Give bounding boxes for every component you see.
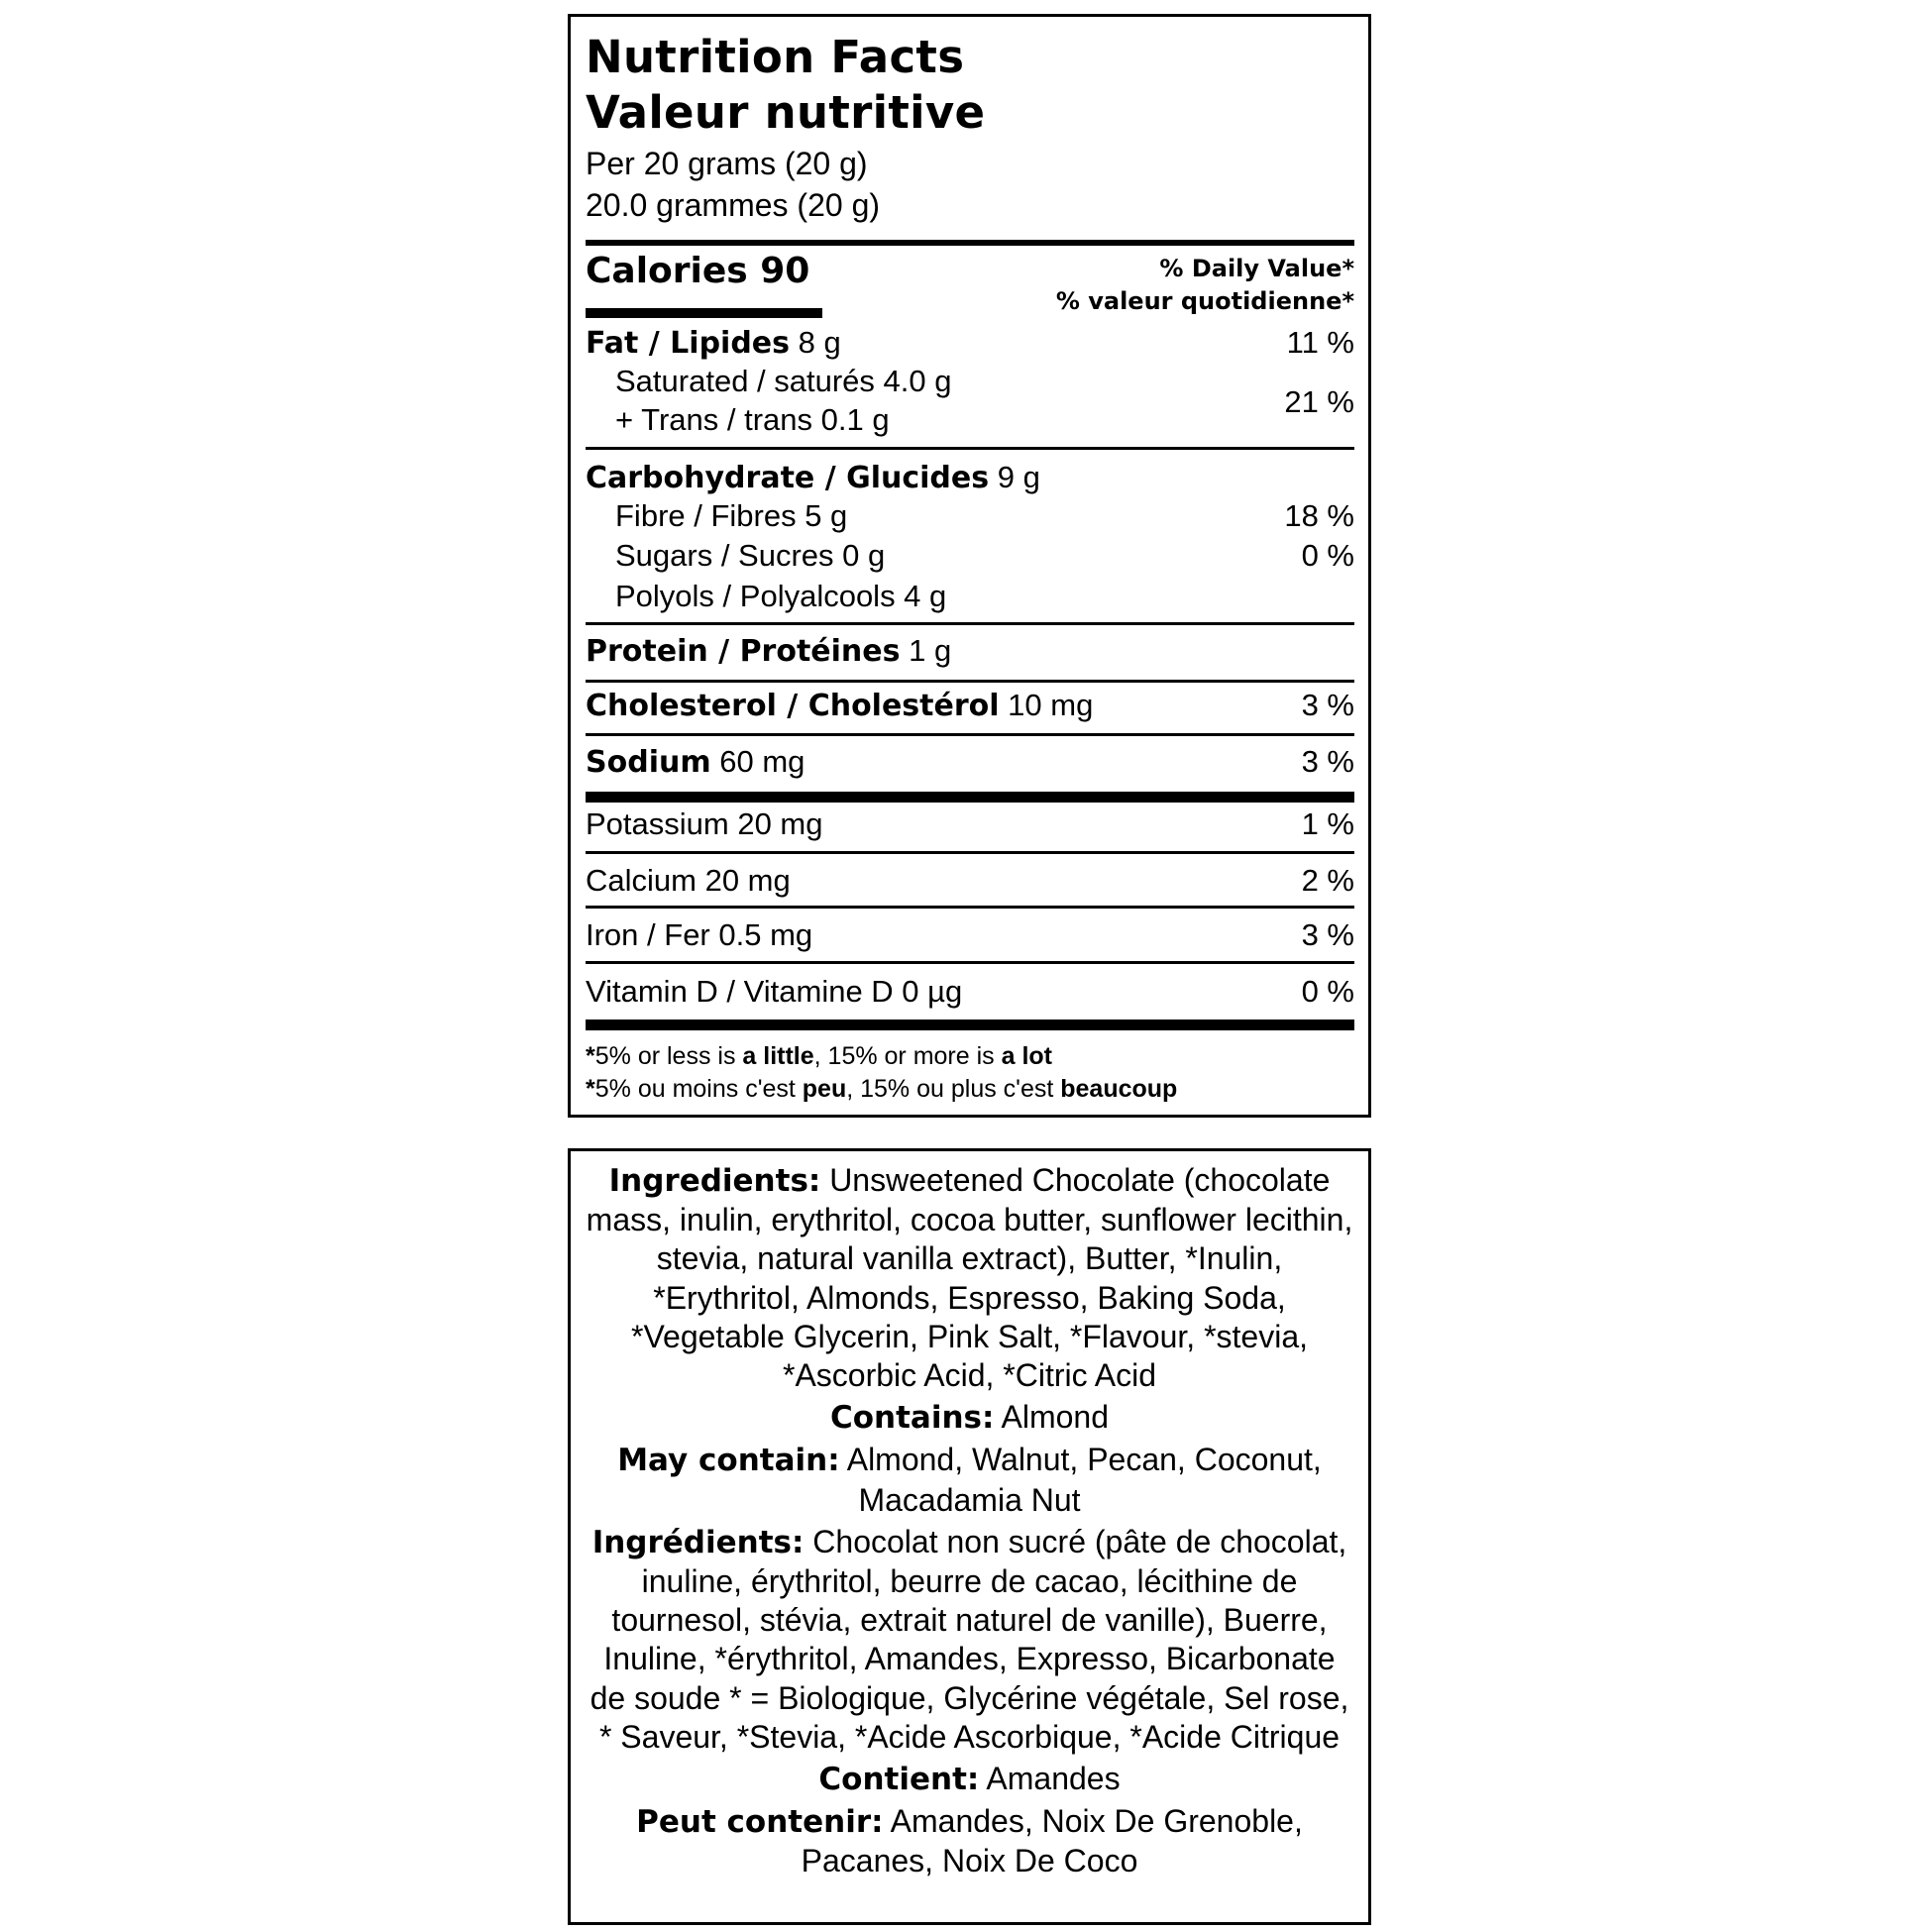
potassium-label: Potassium 20 mg: [586, 806, 823, 841]
cholesterol-amount: 10 mg: [1008, 688, 1094, 722]
iron-dv: 3 %: [1301, 917, 1354, 952]
calcium-dv: 2 %: [1301, 863, 1354, 898]
polyols-label: Polyols / Polyalcools 4 g: [615, 579, 947, 613]
footnote-en: *5% or less is a little, 15% or more is a lot: [586, 1042, 1053, 1070]
cholesterol-label: Cholesterol / Cholestérol: [586, 689, 1000, 723]
saturated-label: Saturated / saturés 4.0 g: [615, 364, 952, 398]
daily-value-header-fr: % valeur quotidienne*: [1055, 287, 1354, 315]
title-fr: Valeur nutritive: [586, 86, 986, 139]
potassium-dv: 1 %: [1301, 806, 1354, 841]
trans-label: + Trans / trans 0.1 g: [615, 402, 890, 437]
fat-amount: 8 g: [798, 325, 841, 360]
fibre-dv: 18 %: [1284, 498, 1354, 533]
sugars-dv: 0 %: [1301, 538, 1354, 573]
nutrition-facts-panel: [568, 14, 1371, 1118]
saturated-trans-dv: 21 %: [1284, 384, 1354, 419]
sodium-amount: 60 mg: [719, 744, 805, 779]
potassium-row: [586, 806, 1354, 842]
divider: [586, 906, 1354, 909]
divider: [586, 851, 1354, 854]
divider: [586, 733, 1354, 736]
sodium-row: [586, 744, 1354, 780]
iron-label: Iron / Fer 0.5 mg: [586, 917, 813, 952]
contains-en: Contains: Almond: [829, 1399, 1110, 1437]
daily-value-header-en: % Daily Value*: [1159, 255, 1354, 282]
may-contain-fr: Peut contenir: Amandes, Noix De Grenoble, Pacanes, Noix De Coco: [636, 1803, 1303, 1879]
protein-amount: 1 g: [909, 633, 952, 668]
protein-label: Protein / Protéines: [586, 634, 901, 669]
vitamin-d-row: [586, 974, 1354, 1010]
cholesterol-dv: 3 %: [1301, 688, 1354, 722]
divider: [586, 961, 1354, 964]
protein-row: [586, 633, 1354, 669]
divider: [586, 447, 1354, 450]
calcium-row: [586, 863, 1354, 899]
calories-underline: [586, 308, 822, 318]
sugars-row: [615, 538, 1354, 574]
saturated-row: [615, 364, 1354, 399]
divider: [586, 622, 1354, 625]
fat-row: [586, 325, 1354, 361]
serving-size-fr: 20.0 grammes (20 g): [586, 187, 881, 223]
thick-divider: [586, 792, 1354, 803]
fibre-label: Fibre / Fibres 5 g: [615, 498, 848, 533]
contains-fr: Contient: Amandes: [818, 1761, 1121, 1798]
vitamin-d-label: Vitamin D / Vitamine D 0 µg: [586, 974, 963, 1009]
footnote-fr: *5% ou moins c'est peu, 15% ou plus c'est beaucoup: [586, 1075, 1178, 1103]
sugars-label: Sugars / Sucres 0 g: [615, 538, 886, 573]
ingredients-fr: Ingrédients: Chocolat non sucré (pâte de chocolat, inuline, érythritol, beurre de cacao, lécithine de tournesol, stévia, extrait naturel de vanille), Buerre, Inuline, *érythritol, Amandes, Expresso, Bicarbonate de soude * = Biologique, Glycérine végétale, Sel rose, * Saveur, *Stevia, *Acide Ascorbique, *Acide Citrique: [590, 1523, 1349, 1755]
iron-row: [586, 917, 1354, 953]
ingredients-text: [583, 1161, 1356, 1884]
vitamin-d-dv: 0 %: [1301, 974, 1354, 1009]
may-contain-en: May contain: Almond, Walnut, Pecan, Coconut, Macadamia Nut: [617, 1442, 1322, 1518]
ingredients-panel: [568, 1148, 1371, 1925]
title-en: Nutrition Facts: [586, 31, 965, 83]
carbohydrate-row: [586, 460, 1354, 495]
sodium-dv: 3 %: [1301, 744, 1354, 779]
thick-divider: [586, 1020, 1354, 1030]
fat-dv: 11 %: [1286, 325, 1354, 360]
ingredients-en: Ingredients: Unsweetened Chocolate (chocolate mass, inulin, erythritol, cocoa butter, sunflower lecithin, stevia, natural vanilla extract), Butter, *Inulin, *Erythritol, Almonds, Espresso, Baking Soda, *Vegetable Glycerin, Pink Salt, *Flavour, *stevia, *Ascorbic Acid, *Citric Acid: [586, 1162, 1353, 1394]
calories: Calories 90: [586, 251, 810, 291]
cholesterol-row: [586, 688, 1354, 723]
serving-size-en: Per 20 grams (20 g): [586, 146, 868, 181]
polyols-row: [615, 579, 1354, 614]
carbohydrate-label: Carbohydrate / Glucides: [586, 461, 990, 495]
thick-divider: [586, 240, 1354, 246]
carbohydrate-amount: 9 g: [997, 460, 1040, 494]
fibre-row: [615, 498, 1354, 534]
fat-label: Fat / Lipides: [586, 326, 791, 361]
sodium-label: Sodium: [586, 745, 711, 780]
calcium-label: Calcium 20 mg: [586, 863, 791, 898]
trans-row: [615, 402, 1354, 438]
divider: [586, 680, 1354, 683]
